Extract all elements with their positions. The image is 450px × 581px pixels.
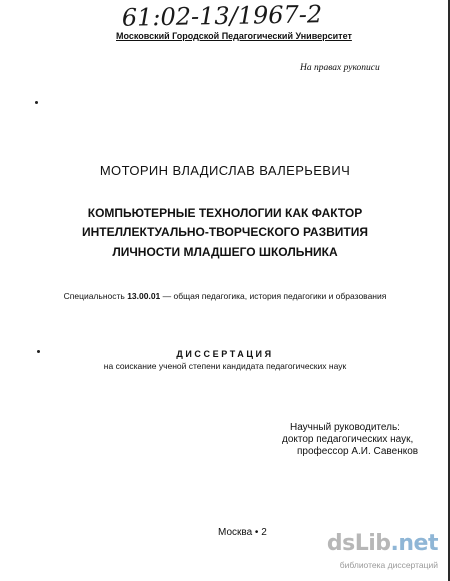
- specialty-suffix: — общая педагогика, история педагогики и образования: [160, 291, 387, 301]
- title-line-3: ЛИЧНОСТИ МЛАДШЕГО ШКОЛЬНИКА: [112, 245, 338, 259]
- watermark-subtitle: библиотека диссертаций: [339, 560, 438, 570]
- city-year: Москва • 2: [218, 527, 267, 538]
- supervisor-line-1: Научный руководитель:: [290, 422, 400, 433]
- university-name: Московский Городской Педагогический Университет: [116, 31, 352, 41]
- dissertation-label: ДИССЕРТАЦИЯ: [176, 349, 274, 359]
- title-line-2: ИНТЕЛЛЕКТУАЛЬНО-ТВОРЧЕСКОГО РАЗВИТИЯ: [82, 225, 368, 239]
- degree-line: на соискание ученой степени кандидата педагогических наук: [103, 361, 347, 371]
- specialty-prefix: Специальность: [63, 291, 128, 301]
- specialty-line: [0, 291, 450, 301]
- scan-speck: [37, 350, 40, 353]
- handwritten-catalog-code: 61:02-13/1967-2: [121, 0, 323, 32]
- watermark-logo-accent: .net: [390, 531, 438, 556]
- specialty-code: 13.00.01: [127, 291, 161, 301]
- supervisor-line-2: доктор педагогических наук,: [282, 434, 414, 445]
- supervisor-line-3: профессор А.И. Савенков: [297, 446, 419, 457]
- watermark-logo-main: dsLib: [326, 531, 391, 556]
- watermark-logo: [327, 531, 438, 556]
- title-line-1: КОМПЬЮТЕРНЫЕ ТЕХНОЛОГИИ КАК ФАКТОР: [87, 206, 363, 220]
- rights-note: На правах рукописи: [300, 63, 380, 73]
- scan-speck: [35, 101, 38, 104]
- author-name: МОТОРИН ВЛАДИСЛАВ ВАЛЕРЬЕВИЧ: [99, 163, 351, 178]
- dslib-watermark: [326, 531, 442, 575]
